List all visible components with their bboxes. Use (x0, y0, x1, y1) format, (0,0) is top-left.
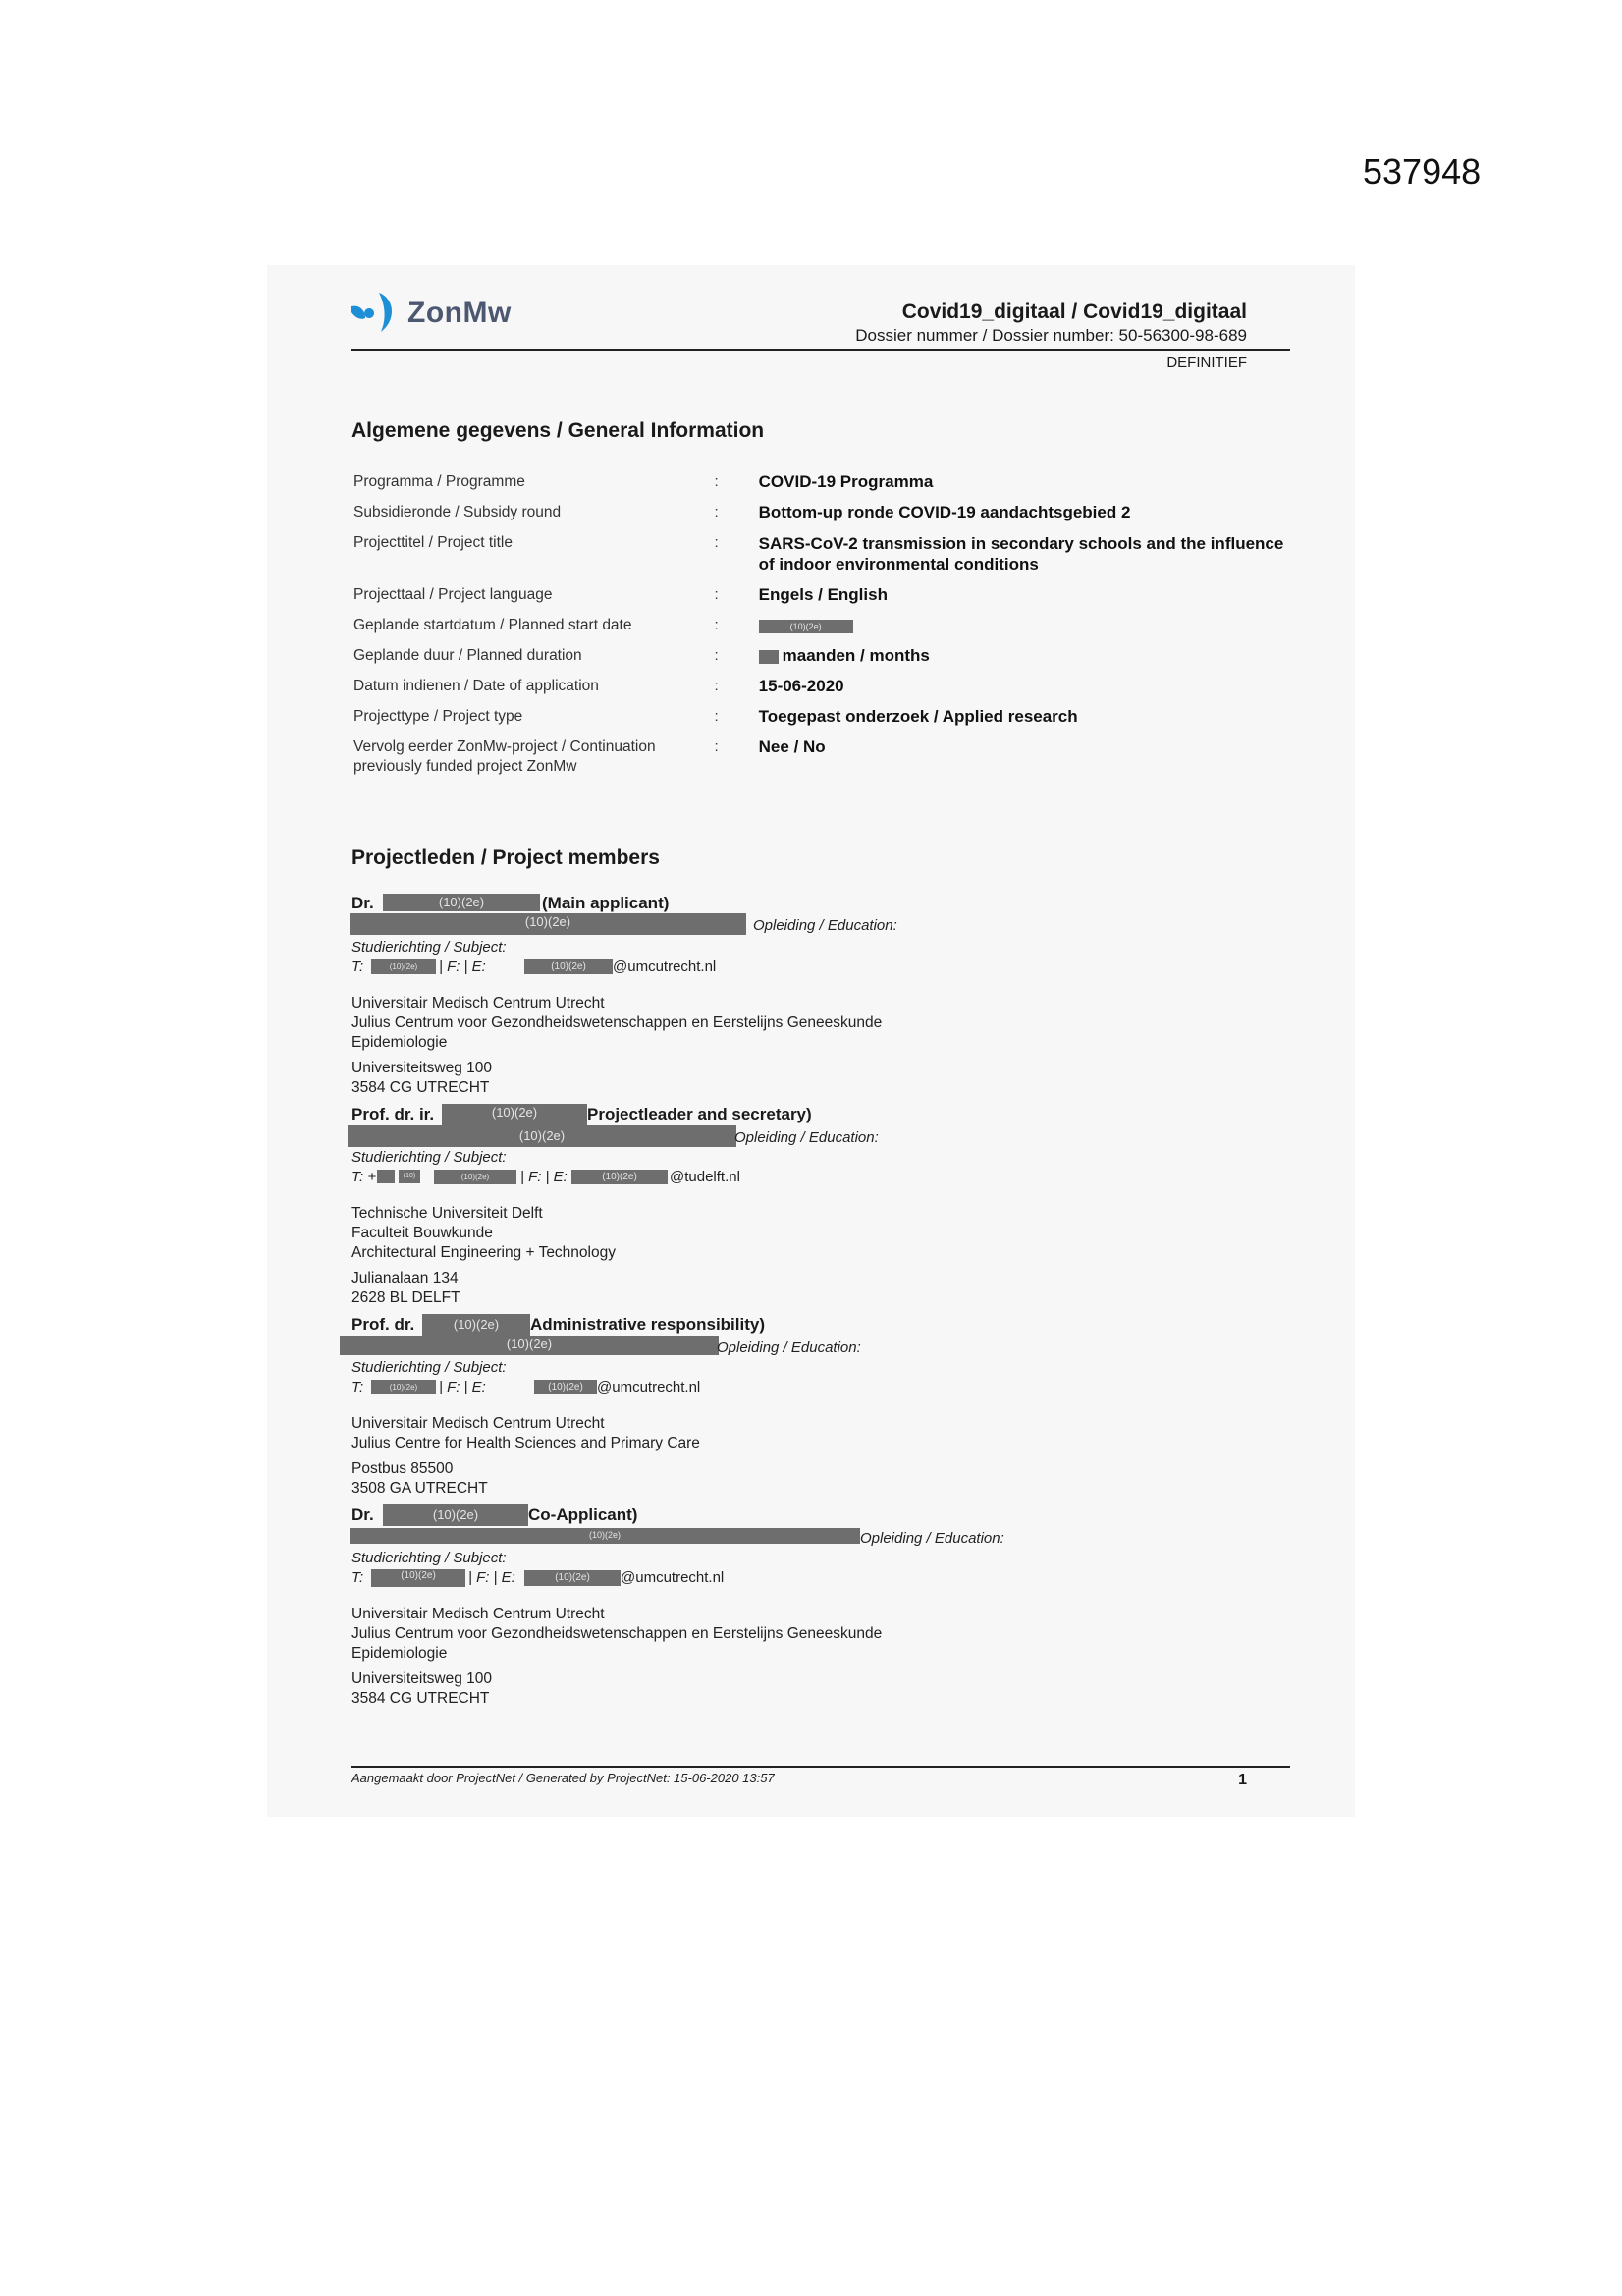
info-row (353, 533, 1286, 585)
info-row (353, 616, 1286, 646)
member-fax-email-label: | F: | E: (520, 1169, 568, 1185)
address-line: Architectural Engineering + Technology (351, 1244, 616, 1261)
info-value: Engels / English (758, 585, 888, 604)
general-info-heading: Algemene gegevens / General Information (351, 419, 765, 442)
document-page (267, 265, 1355, 1817)
info-separator: : (714, 473, 719, 490)
redaction-block: (10)(2e) (371, 1380, 436, 1394)
redaction-block: (10)(2e) (383, 894, 540, 911)
info-row (353, 677, 1286, 707)
member-address (351, 1204, 616, 1308)
address-line: Julius Centrum voor Gezondheidswetenschappen en Eerstelijns Geneeskunde (351, 1014, 883, 1031)
member-title: Prof. dr. (351, 1315, 415, 1334)
member-fax-email-label: | F: | E: (439, 958, 486, 975)
duration-unit: maanden / months (782, 646, 930, 665)
member-education: Opleiding / Education: (860, 1530, 1004, 1547)
member-role: Projectleader and secretary) (587, 1105, 812, 1123)
info-separator: : (714, 534, 719, 551)
member-fax-email-label: | F: | E: (439, 1379, 486, 1395)
info-separator: : (714, 647, 719, 664)
page-number: 1 (1238, 1772, 1247, 1788)
redaction-block: (10)(2e) (759, 620, 853, 633)
member-email-domain: @umcutrecht.nl (597, 1379, 701, 1395)
redaction-block (377, 1170, 395, 1183)
redaction-block: (10)(2e) (371, 1569, 465, 1587)
redaction-block (759, 650, 779, 664)
member-email-domain: @umcutrecht.nl (613, 958, 717, 975)
member-role: Administrative responsibility) (530, 1315, 765, 1334)
member-address (351, 1605, 882, 1709)
info-value: Bottom-up ronde COVID-19 aandachtsgebied 2 (758, 503, 1131, 521)
info-label: Projecttitel / Project title (353, 534, 513, 551)
address-line: 2628 BL DELFT (351, 1289, 460, 1306)
redaction-block: (10)(2e) (383, 1504, 528, 1526)
info-label: Datum indienen / Date of application (353, 678, 599, 694)
address-line: Universiteitsweg 100 (351, 1060, 493, 1076)
info-label: Projecttype / Project type (353, 708, 523, 725)
redaction-block: (10)(2e) (340, 1336, 719, 1355)
address-line: 3584 CG UTRECHT (351, 1079, 490, 1096)
info-separator: : (714, 617, 719, 633)
address-line: Universitair Medisch Centrum Utrecht (351, 1415, 605, 1432)
member-subject: Studierichting / Subject: (351, 1149, 507, 1166)
info-value: Nee / No (758, 738, 826, 756)
address-line: Epidemiologie (351, 1034, 448, 1051)
member-email-domain: @tudelft.nl (670, 1169, 740, 1185)
address-line: Julius Centrum voor Gezondheidswetenschappen en Eerstelijns Geneeskunde (351, 1625, 883, 1642)
dossier-number: Dossier nummer / Dossier number: 50-56300-98-689 (855, 326, 1247, 345)
member-phone-label: T: (351, 958, 364, 975)
info-label: Vervolg eerder ZonMw-project / Continuation previously funded project ZonMw (353, 738, 656, 775)
redaction-block: (10)(2e) (534, 1380, 597, 1394)
info-separator: : (714, 586, 719, 603)
redaction-block: (10)(2e) (524, 959, 613, 974)
member-title: Dr. (351, 1505, 374, 1524)
info-value: SARS-CoV-2 transmission in secondary schools and the influence of indoor environmental conditions (758, 534, 1284, 574)
info-row (353, 707, 1286, 738)
member-title: Dr. (351, 894, 374, 912)
member-phone-label: T: (351, 1379, 364, 1395)
redaction-block: (10)(2e) (350, 913, 746, 935)
info-value (759, 616, 1286, 646)
footer-generated: Aangemaakt door ProjectNet / Generated by ProjectNet: 15-06-2020 13:57 (351, 1771, 775, 1785)
info-row (353, 503, 1286, 533)
info-label: Projecttaal / Project language (353, 586, 553, 603)
member-title: Prof. dr. ir. (351, 1105, 435, 1123)
member-role: (Main applicant) (542, 894, 670, 912)
info-value (759, 646, 1286, 677)
address-line: Julius Centre for Health Sciences and Primary Care (351, 1435, 700, 1451)
redaction-block: (10)(2e) (348, 1125, 736, 1147)
member-education: Opleiding / Education: (753, 917, 897, 934)
project-members-heading: Projectleden / Project members (351, 847, 660, 869)
status-label: DEFINITIEF (1166, 355, 1247, 371)
address-line: Universitair Medisch Centrum Utrecht (351, 995, 605, 1011)
info-label: Geplande startdatum / Planned start date (353, 617, 632, 633)
info-row (353, 585, 1286, 616)
document-title: Covid19_digitaal / Covid19_digitaal (901, 301, 1247, 323)
address-line: Technische Universiteit Delft (351, 1205, 543, 1222)
redaction-block: (10)(2e) (371, 959, 436, 974)
info-separator: : (714, 678, 719, 694)
member-fax-email-label: | F: | E: (468, 1569, 515, 1586)
zonmw-logo-icon (350, 291, 401, 334)
info-row (353, 472, 1286, 503)
info-label: Subsidieronde / Subsidy round (353, 504, 562, 520)
member-subject: Studierichting / Subject: (351, 939, 507, 956)
member-phone-label: T: (351, 1569, 364, 1586)
info-separator: : (714, 708, 719, 725)
address-line: 3508 GA UTRECHT (351, 1480, 488, 1497)
info-value: Toegepast onderzoek / Applied research (758, 707, 1078, 726)
address-line: Julianalaan 134 (351, 1270, 459, 1286)
info-separator: : (714, 738, 719, 755)
redaction-block: (10)(2e) (434, 1170, 516, 1184)
member-role: Co-Applicant) (528, 1505, 638, 1524)
info-label: Geplande duur / Planned duration (353, 647, 582, 664)
brand-name: ZonMw (407, 297, 512, 329)
info-value: COVID-19 Programma (758, 472, 934, 491)
address-line: Epidemiologie (351, 1645, 448, 1662)
redaction-block: (10) (399, 1170, 420, 1183)
header-divider (351, 349, 1290, 351)
redaction-block: (10)(2e) (442, 1104, 587, 1125)
redaction-block: (10)(2e) (422, 1314, 530, 1336)
member-email-domain: @umcutrecht.nl (621, 1569, 725, 1586)
address-line: Universitair Medisch Centrum Utrecht (351, 1606, 605, 1622)
footer-divider (351, 1766, 1290, 1768)
address-line: Universiteitsweg 100 (351, 1670, 493, 1687)
info-separator: : (714, 504, 719, 520)
info-row (353, 738, 1286, 788)
redaction-block: (10)(2e) (524, 1570, 621, 1586)
info-value: 15-06-2020 (758, 677, 844, 695)
redaction-block: (10)(2e) (571, 1170, 668, 1184)
member-subject: Studierichting / Subject: (351, 1550, 507, 1566)
member-phone-label: T: + (351, 1169, 377, 1185)
member-education: Opleiding / Education: (717, 1339, 861, 1356)
address-line: Postbus 85500 (351, 1460, 454, 1477)
redaction-block: (10)(2e) (350, 1528, 860, 1544)
member-subject: Studierichting / Subject: (351, 1359, 507, 1376)
member-education: Opleiding / Education: (734, 1129, 879, 1146)
info-label: Programma / Programme (353, 473, 525, 490)
member-address (351, 1414, 700, 1499)
address-line: 3584 CG UTRECHT (351, 1690, 490, 1707)
member-address (351, 994, 882, 1098)
general-info-table (353, 472, 1286, 788)
info-row (353, 646, 1286, 677)
document-id: 537948 (1363, 151, 1482, 191)
address-line: Faculteit Bouwkunde (351, 1225, 493, 1241)
